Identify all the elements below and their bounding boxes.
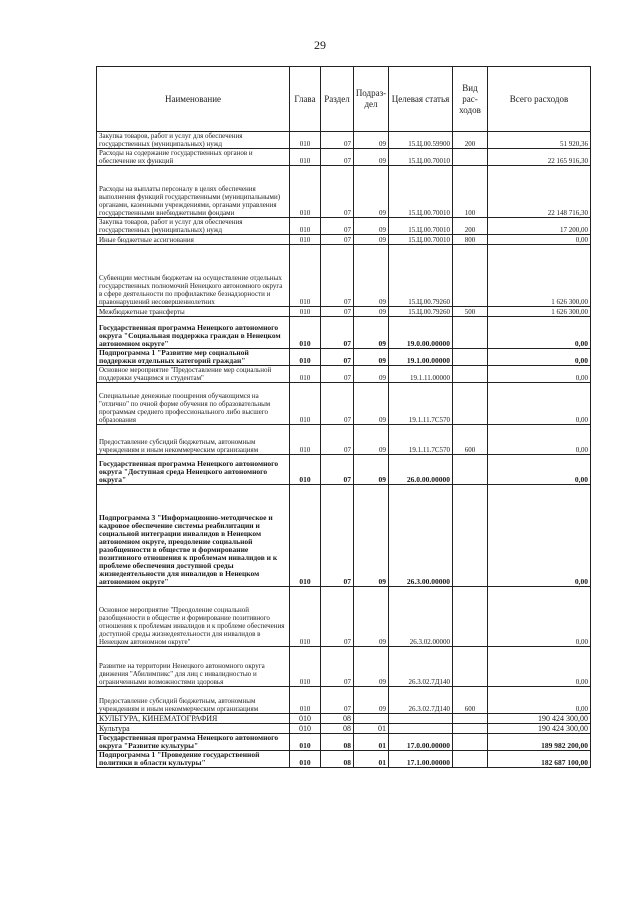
- cell-total: 0,00: [488, 485, 591, 587]
- cell-section: 07: [321, 245, 354, 307]
- cell-type: [453, 366, 488, 383]
- cell-total: 0,00: [488, 455, 591, 485]
- table-row: [97, 149, 591, 166]
- cell-name: Подпрограмма 1 "Проведение государственной политики в области культуры": [97, 751, 290, 768]
- cell-target: 15.Ц.00.70010: [389, 149, 453, 166]
- cell-type: [453, 647, 488, 687]
- cell-chapter: 010: [290, 751, 321, 768]
- cell-chapter: 010: [290, 687, 321, 714]
- cell-target: 17.0.00.00000: [389, 734, 453, 751]
- cell-chapter: 010: [290, 587, 321, 647]
- cell-name: Расходы на выплаты персоналу в целях обеспечения выполнения функций государственными (муниципальными) органами, казенными учреждениями, органами управления государственными внебюджетными фондами: [97, 166, 290, 218]
- table-row: [97, 218, 591, 235]
- table-row: [97, 307, 591, 317]
- cell-subsection: 09: [354, 317, 389, 349]
- header-subsection: Подраз-дел: [354, 67, 389, 132]
- header-name: Наименование: [97, 67, 290, 132]
- cell-target: 15.Ц.00.70010: [389, 166, 453, 218]
- cell-type: [453, 149, 488, 166]
- cell-type: 800: [453, 235, 488, 245]
- cell-target: [389, 724, 453, 734]
- cell-total: 0,00: [488, 235, 591, 245]
- cell-subsection: 09: [354, 485, 389, 587]
- cell-target: 19.1.11.7С570: [389, 425, 453, 455]
- cell-chapter: 010: [290, 307, 321, 317]
- cell-name: Специальные денежные поощрения обучающимся на "отлично" по очной форме обучения по образовательным программам среднего профессионального либо высшего образования: [97, 383, 290, 425]
- cell-type: [453, 724, 488, 734]
- cell-subsection: 09: [354, 455, 389, 485]
- cell-total: 17 200,00: [488, 218, 591, 235]
- cell-chapter: 010: [290, 714, 321, 724]
- cell-section: 07: [321, 235, 354, 245]
- cell-target: 26.0.00.00000: [389, 455, 453, 485]
- cell-subsection: 09: [354, 349, 389, 366]
- cell-name: Развитие на территории Ненецкого автономного округа движения "Абилимпикс" для лиц с инвалидностью и ограниченными возможностями здоровья: [97, 647, 290, 687]
- cell-target: 26.3.02.7Д140: [389, 687, 453, 714]
- table-row: [97, 366, 591, 383]
- cell-subsection: [354, 714, 389, 724]
- cell-target: 15.Ц.00.79260: [389, 307, 453, 317]
- cell-target: [389, 714, 453, 724]
- table-row: [97, 455, 591, 485]
- cell-subsection: 09: [354, 647, 389, 687]
- table-row: [97, 687, 591, 714]
- cell-chapter: 010: [290, 218, 321, 235]
- table-row: [97, 349, 591, 366]
- cell-target: 15.Ц.00.79260: [389, 245, 453, 307]
- cell-section: 07: [321, 425, 354, 455]
- cell-chapter: 010: [290, 349, 321, 366]
- cell-section: 08: [321, 734, 354, 751]
- cell-total: 22 165 916,30: [488, 149, 591, 166]
- cell-target: 26.3.02.00000: [389, 587, 453, 647]
- cell-subsection: 01: [354, 724, 389, 734]
- cell-type: 600: [453, 425, 488, 455]
- cell-section: 07: [321, 349, 354, 366]
- header-target: Целевая статья: [389, 67, 453, 132]
- cell-name: КУЛЬТУРА, КИНЕМАТОГРАФИЯ: [97, 714, 290, 724]
- cell-type: 100: [453, 166, 488, 218]
- cell-section: 07: [321, 647, 354, 687]
- table-row: [97, 317, 591, 349]
- cell-section: 08: [321, 714, 354, 724]
- table-row: [97, 383, 591, 425]
- table-row: [97, 235, 591, 245]
- cell-target: 15.Ц.00.70010: [389, 235, 453, 245]
- cell-section: 07: [321, 687, 354, 714]
- cell-name: Иные бюджетные ассигнования: [97, 235, 290, 245]
- table-row: [97, 166, 591, 218]
- cell-total: 0,00: [488, 687, 591, 714]
- cell-chapter: 010: [290, 166, 321, 218]
- cell-total: 0,00: [488, 425, 591, 455]
- table-row: [97, 647, 591, 687]
- cell-subsection: 01: [354, 751, 389, 768]
- cell-total: 182 687 100,00: [488, 751, 591, 768]
- cell-subsection: 09: [354, 149, 389, 166]
- header-chapter: Глава: [290, 67, 321, 132]
- cell-type: 200: [453, 218, 488, 235]
- cell-type: [453, 245, 488, 307]
- cell-target: 17.1.00.00000: [389, 751, 453, 768]
- cell-target: 26.3.02.7Д140: [389, 647, 453, 687]
- cell-chapter: 010: [290, 734, 321, 751]
- cell-total: 1 626 300,00: [488, 245, 591, 307]
- cell-chapter: 010: [290, 149, 321, 166]
- cell-target: 26.3.00.00000: [389, 485, 453, 587]
- cell-subsection: 09: [354, 587, 389, 647]
- cell-total: 0,00: [488, 349, 591, 366]
- cell-target: 19.0.00.00000: [389, 317, 453, 349]
- cell-type: [453, 734, 488, 751]
- cell-total: 0,00: [488, 366, 591, 383]
- cell-subsection: 09: [354, 383, 389, 425]
- table-row: [97, 245, 591, 307]
- header-section: Раздел: [321, 67, 354, 132]
- table-header-row: [97, 67, 591, 132]
- cell-section: 07: [321, 366, 354, 383]
- cell-subsection: 09: [354, 166, 389, 218]
- cell-type: 200: [453, 132, 488, 149]
- cell-subsection: 09: [354, 218, 389, 235]
- cell-type: [453, 349, 488, 366]
- cell-name: Межбюджетные трансферты: [97, 307, 290, 317]
- cell-chapter: 010: [290, 383, 321, 425]
- cell-target: 15.Ц.00.70010: [389, 218, 453, 235]
- cell-total: 0,00: [488, 587, 591, 647]
- cell-section: 07: [321, 383, 354, 425]
- cell-name: Субвенции местным бюджетам на осуществление отдельных государственных полномочий Ненецкого автономного округа в сфере деятельности по профилактике безнадзорности и правонарушений несовершеннолетних: [97, 245, 290, 307]
- cell-total: 51 920,36: [488, 132, 591, 149]
- cell-section: 07: [321, 307, 354, 317]
- cell-type: [453, 485, 488, 587]
- cell-subsection: 09: [354, 425, 389, 455]
- cell-type: [453, 383, 488, 425]
- cell-type: 600: [453, 687, 488, 714]
- cell-name: Подпрограмма 3 "Информационно-методическое и кадровое обеспечение системы реабилитации и социальной интеграции инвалидов в Ненецком автономном округе, преодоление социальной разобщенности в обществе и формирование позитивного отношения к проблемам инвалидов и к проблеме обеспечения доступной среды жизнедеятельности для инвалидов в Ненецком автономном округе": [97, 485, 290, 587]
- table-body: [97, 132, 591, 768]
- cell-subsection: 09: [354, 235, 389, 245]
- cell-total: 190 424 300,00: [488, 714, 591, 724]
- cell-section: 07: [321, 587, 354, 647]
- cell-chapter: 010: [290, 485, 321, 587]
- cell-target: 19.1.11.7С570: [389, 383, 453, 425]
- cell-type: [453, 317, 488, 349]
- cell-target: 15.Ц.00.59900: [389, 132, 453, 149]
- cell-name: Предоставление субсидий бюджетным, автономным учреждениям и иным некоммерческим организациям: [97, 687, 290, 714]
- cell-section: 07: [321, 485, 354, 587]
- table-row: [97, 587, 591, 647]
- cell-type: 500: [453, 307, 488, 317]
- budget-table: [96, 66, 591, 768]
- page-number: 29: [314, 38, 326, 52]
- table-row: [97, 425, 591, 455]
- cell-name: Культура: [97, 724, 290, 734]
- cell-chapter: 010: [290, 245, 321, 307]
- cell-target: 19.1.00.00000: [389, 349, 453, 366]
- cell-subsection: 01: [354, 734, 389, 751]
- cell-type: [453, 455, 488, 485]
- cell-chapter: 010: [290, 317, 321, 349]
- cell-chapter: 010: [290, 647, 321, 687]
- cell-section: 07: [321, 218, 354, 235]
- cell-name: Подпрограмма 1 "Развитие мер социальной поддержки отдельных категорий граждан": [97, 349, 290, 366]
- cell-total: 189 982 200,00: [488, 734, 591, 751]
- cell-name: Закупка товаров, работ и услуг для обеспечения государственных (муниципальных) нужд: [97, 218, 290, 235]
- cell-name: Закупка товаров, работ и услуг для обеспечения государственных (муниципальных) нужд: [97, 132, 290, 149]
- cell-type: [453, 587, 488, 647]
- cell-chapter: 010: [290, 366, 321, 383]
- cell-total: 22 148 716,30: [488, 166, 591, 218]
- table-row: [97, 714, 591, 724]
- table-row: [97, 734, 591, 751]
- cell-name: Государственная программа Ненецкого автономного округа "Доступная среда Ненецкого автономного округа": [97, 455, 290, 485]
- cell-section: 08: [321, 751, 354, 768]
- cell-total: 0,00: [488, 383, 591, 425]
- cell-chapter: 010: [290, 132, 321, 149]
- cell-target: 19.1.11.00000: [389, 366, 453, 383]
- header-total: Всего расходов: [488, 67, 591, 132]
- table-row: [97, 485, 591, 587]
- cell-chapter: 010: [290, 455, 321, 485]
- cell-name: Государственная программа Ненецкого автономного округа "Развитие культуры": [97, 734, 290, 751]
- cell-section: 08: [321, 724, 354, 734]
- table-row: [97, 751, 591, 768]
- cell-subsection: 09: [354, 687, 389, 714]
- cell-name: Расходы на содержание государственных органов и обеспечение их функций: [97, 149, 290, 166]
- table-row: [97, 132, 591, 149]
- cell-subsection: 09: [354, 132, 389, 149]
- cell-subsection: 09: [354, 366, 389, 383]
- cell-section: 07: [321, 455, 354, 485]
- cell-name: Государственная программа Ненецкого автономного округа "Социальная поддержка граждан в Ненецком автономном округе": [97, 317, 290, 349]
- cell-total: 190 424 300,00: [488, 724, 591, 734]
- cell-total: 0,00: [488, 647, 591, 687]
- cell-chapter: 010: [290, 724, 321, 734]
- cell-type: [453, 714, 488, 724]
- cell-section: 07: [321, 166, 354, 218]
- cell-chapter: 010: [290, 425, 321, 455]
- cell-name: Предоставление субсидий бюджетным, автономным учреждениям и иным некоммерческим организациям: [97, 425, 290, 455]
- cell-section: 07: [321, 132, 354, 149]
- cell-section: 07: [321, 317, 354, 349]
- cell-total: 1 626 300,00: [488, 307, 591, 317]
- cell-type: [453, 751, 488, 768]
- cell-subsection: 09: [354, 245, 389, 307]
- cell-name: Основное мероприятие "Преодоление социальной разобщенности в обществе и формирование позитивного отношения к проблемам инвалидов и к проблеме обеспечения доступной среды жизнедеятельности для инвалидов в Ненецком автономном округе": [97, 587, 290, 647]
- header-type: Вид рас-ходов: [453, 67, 488, 132]
- cell-total: 0,00: [488, 317, 591, 349]
- cell-section: 07: [321, 149, 354, 166]
- cell-chapter: 010: [290, 235, 321, 245]
- cell-name: Основное мероприятие "Предоставление мер социальной поддержки учащимся и студентам": [97, 366, 290, 383]
- table-row: [97, 724, 591, 734]
- cell-subsection: 09: [354, 307, 389, 317]
